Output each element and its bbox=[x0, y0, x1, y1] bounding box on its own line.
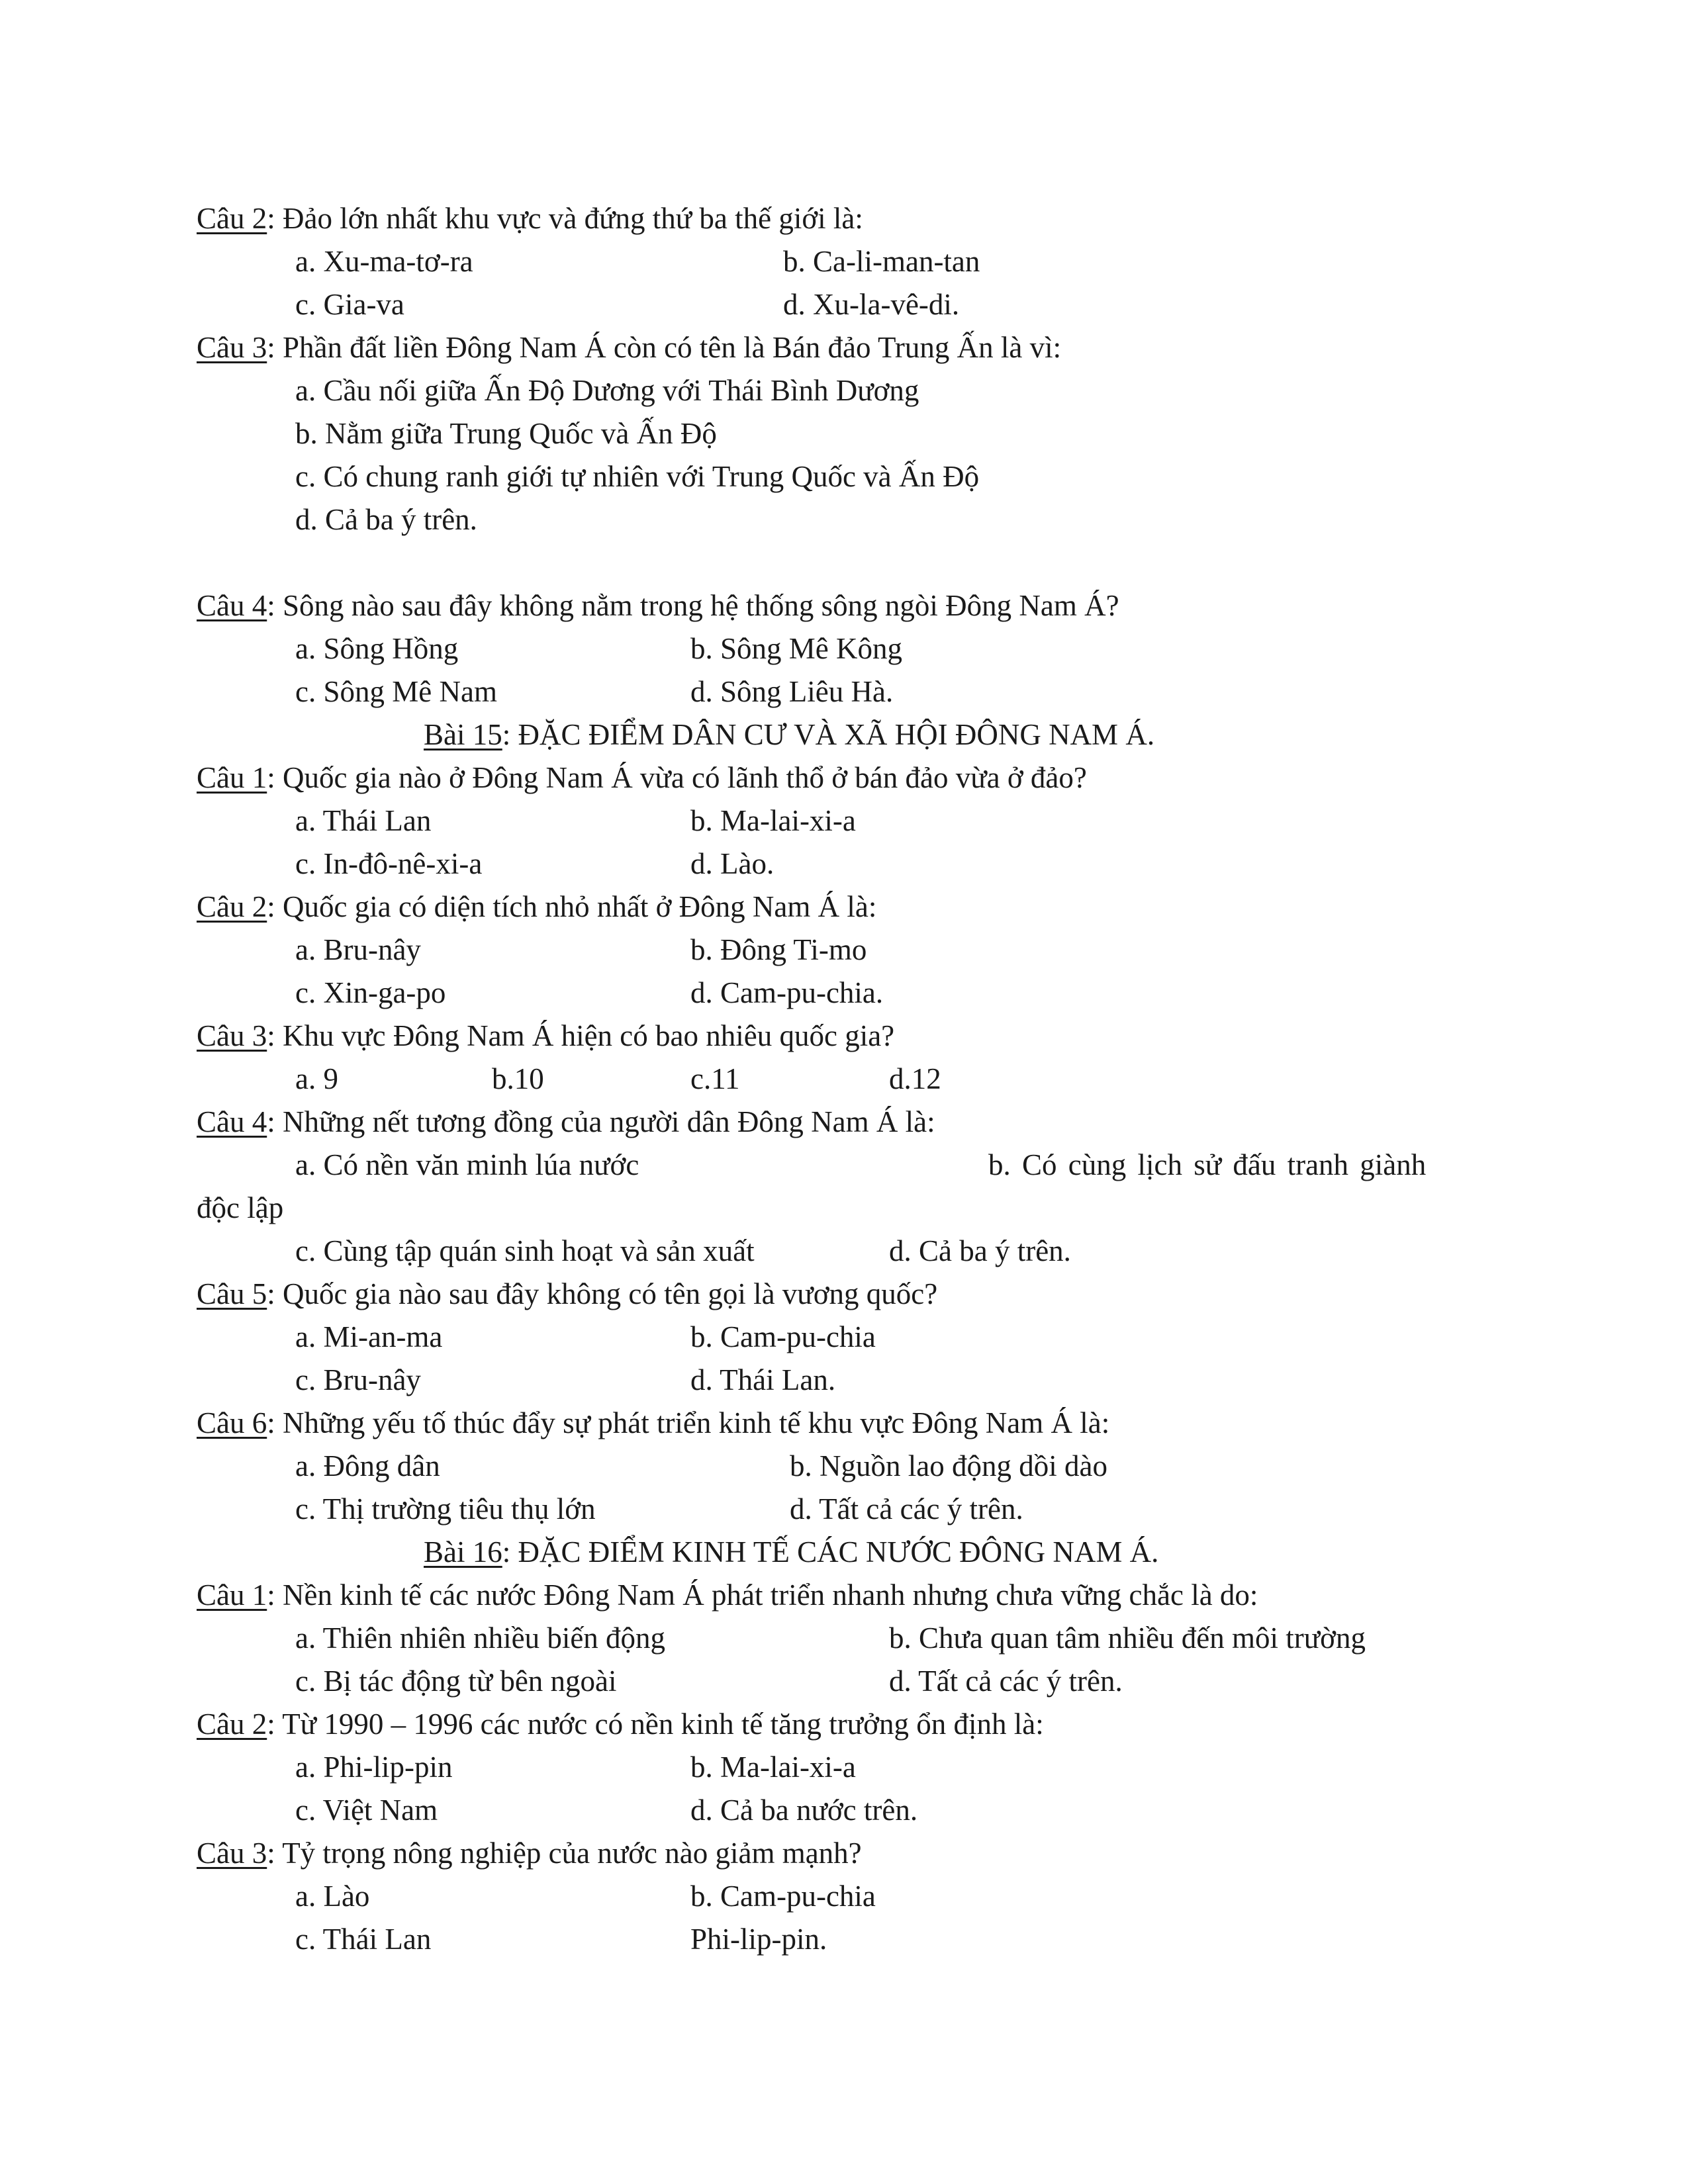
option-c: c. In-đô-nê-xi-a bbox=[295, 847, 483, 880]
option-d: d. Cả ba ý trên. bbox=[889, 1234, 1071, 1267]
lesson-title: : ĐẶC ĐIỂM KINH TẾ CÁC NƯỚC ĐÔNG NAM Á. bbox=[502, 1535, 1159, 1569]
option-a: a. Đông dân bbox=[295, 1449, 440, 1482]
option-c: c.11 bbox=[690, 1062, 740, 1095]
question-text: : Nền kinh tế các nước Đông Nam Á phát triển nhanh nhưng chưa vững chắc là do: bbox=[267, 1578, 1258, 1612]
option-c: c. Thái Lan bbox=[295, 1923, 432, 1956]
question-2-stem bbox=[197, 204, 863, 234]
option-a: a. Sông Hồng bbox=[295, 632, 459, 665]
option-a: a. Có nền văn minh lúa nước bbox=[295, 1148, 639, 1181]
question-1-stem bbox=[197, 763, 1087, 793]
option-b: b. Sông Mê Kông bbox=[690, 632, 903, 665]
question-label: Câu 1 bbox=[197, 1578, 267, 1612]
question-1-stem bbox=[197, 1580, 1258, 1610]
question-label: Câu 1 bbox=[197, 761, 267, 794]
option-c: c. Gia-va bbox=[295, 288, 404, 321]
question-label: Câu 2 bbox=[197, 202, 267, 235]
option-d: d. Cả ba nước trên. bbox=[690, 1794, 918, 1827]
option-b: b. Ca-li-man-tan bbox=[783, 245, 980, 278]
question-3-stem bbox=[197, 1839, 862, 1868]
question-label: Câu 2 bbox=[197, 1707, 267, 1741]
lesson-heading bbox=[424, 1537, 1158, 1567]
option-c: c. Có chung ranh giới tự nhiên với Trung Quốc và Ấn Độ bbox=[295, 460, 980, 493]
option-b-continued: độc lập bbox=[197, 1191, 284, 1224]
option-a: a. Bru-nây bbox=[295, 933, 421, 966]
question-text: : Quốc gia nào ở Đông Nam Á vừa có lãnh thổ ở bán đảo vừa ở đảo? bbox=[267, 761, 1087, 794]
option-c: c. Sông Mê Nam bbox=[295, 675, 497, 708]
question-text: : Sông nào sau đây không nằm trong hệ thống sông ngòi Đông Nam Á? bbox=[267, 589, 1119, 622]
option-c: c. Xin-ga-po bbox=[295, 976, 446, 1009]
lesson-title: : ĐẶC ĐIỂM DÂN CƯ VÀ XÃ HỘI ĐÔNG NAM Á. bbox=[502, 718, 1155, 751]
question-label: Câu 3 bbox=[197, 331, 267, 364]
question-label: Câu 6 bbox=[197, 1406, 267, 1439]
question-text: : Những yếu tố thúc đẩy sự phát triển kinh tế khu vực Đông Nam Á là: bbox=[267, 1406, 1110, 1439]
option-c: c. Thị trường tiêu thụ lớn bbox=[295, 1492, 596, 1525]
question-text: : Từ 1990 – 1996 các nước có nền kinh tế tăng trưởng ổn định là: bbox=[267, 1707, 1044, 1741]
option-a: a. Cầu nối giữa Ấn Độ Dương với Thái Bình Dương bbox=[295, 374, 919, 407]
question-text: : Tỷ trọng nông nghiệp của nước nào giảm mạnh? bbox=[267, 1837, 862, 1870]
question-label: Câu 3 bbox=[197, 1019, 267, 1052]
option-a: a. Xu-ma-tơ-ra bbox=[295, 245, 473, 278]
question-label: Câu 3 bbox=[197, 1837, 267, 1870]
option-d: d. Sông Liêu Hà. bbox=[690, 675, 894, 708]
lesson-label: Bài 16 bbox=[424, 1535, 502, 1569]
option-c: c. Bị tác động từ bên ngoài bbox=[295, 1664, 617, 1698]
option-d: d. Lào. bbox=[690, 847, 774, 880]
question-3-stem bbox=[197, 1021, 894, 1051]
question-4-stem bbox=[197, 1107, 935, 1137]
question-text: : Đảo lớn nhất khu vực và đứng thứ ba thế giới là: bbox=[267, 202, 863, 235]
option-a: a. Thiên nhiên nhiều biến động bbox=[295, 1621, 666, 1655]
question-text: : Khu vực Đông Nam Á hiện có bao nhiêu quốc gia? bbox=[267, 1019, 895, 1052]
option-a: a. Lào bbox=[295, 1880, 370, 1913]
option-d: d. Xu-la-vê-di. bbox=[783, 288, 960, 321]
question-2-stem bbox=[197, 1709, 1044, 1739]
option-a: a. Phi-lip-pin bbox=[295, 1751, 453, 1784]
question-4-stem bbox=[197, 591, 1119, 621]
option-b: b. Cam-pu-chia bbox=[690, 1320, 876, 1353]
question-text: : Những nết tương đồng của người dân Đông Nam Á là: bbox=[267, 1105, 935, 1138]
question-label: Câu 5 bbox=[197, 1277, 267, 1310]
option-b: b. Đông Ti-mo bbox=[690, 933, 867, 966]
question-label: Câu 4 bbox=[197, 1105, 267, 1138]
question-text: : Quốc gia có diện tích nhỏ nhất ở Đông Nam Á là: bbox=[267, 890, 877, 923]
option-b: b. Ma-lai-xi-a bbox=[690, 1751, 856, 1784]
option-d: d.12 bbox=[889, 1062, 941, 1095]
option-c: c. Bru-nây bbox=[295, 1363, 421, 1396]
option-a: a. 9 bbox=[295, 1062, 338, 1095]
question-5-stem bbox=[197, 1279, 937, 1309]
option-a: a. Thái Lan bbox=[295, 804, 432, 837]
lesson-heading bbox=[424, 720, 1154, 750]
option-a: a. Mi-an-ma bbox=[295, 1320, 443, 1353]
option-b: b. Có cùng lịch sử đấu tranh giành bbox=[988, 1148, 1427, 1181]
option-b: b. Ma-lai-xi-a bbox=[690, 804, 856, 837]
option-c: c. Cùng tập quán sinh hoạt và sản xuất bbox=[295, 1234, 755, 1267]
question-6-stem bbox=[197, 1408, 1109, 1438]
question-text: : Quốc gia nào sau đây không có tên gọi là vương quốc? bbox=[267, 1277, 938, 1310]
question-label: Câu 2 bbox=[197, 890, 267, 923]
option-b: b. Nguồn lao động dồi dào bbox=[790, 1449, 1107, 1482]
option-d: Phi-lip-pin. bbox=[690, 1923, 827, 1956]
question-text: : Phần đất liền Đông Nam Á còn có tên là Bán đảo Trung Ấn là vì: bbox=[267, 331, 1062, 364]
option-d: d. Tất cả các ý trên. bbox=[889, 1664, 1123, 1698]
option-d: d. Thái Lan. bbox=[690, 1363, 836, 1396]
option-b: b. Chưa quan tâm nhiều đến môi trường bbox=[889, 1621, 1366, 1655]
option-b: b. Cam-pu-chia bbox=[690, 1880, 876, 1913]
option-d: d. Cả ba ý trên. bbox=[295, 503, 477, 536]
option-d: d. Tất cả các ý trên. bbox=[790, 1492, 1023, 1525]
question-3-stem bbox=[197, 333, 1061, 363]
option-b: b.10 bbox=[492, 1062, 544, 1095]
option-b: b. Nằm giữa Trung Quốc và Ấn Độ bbox=[295, 417, 717, 450]
option-d: d. Cam-pu-chia. bbox=[690, 976, 884, 1009]
question-label: Câu 4 bbox=[197, 589, 267, 622]
question-2-stem bbox=[197, 892, 876, 922]
option-c: c. Việt Nam bbox=[295, 1794, 438, 1827]
lesson-label: Bài 15 bbox=[424, 718, 502, 751]
